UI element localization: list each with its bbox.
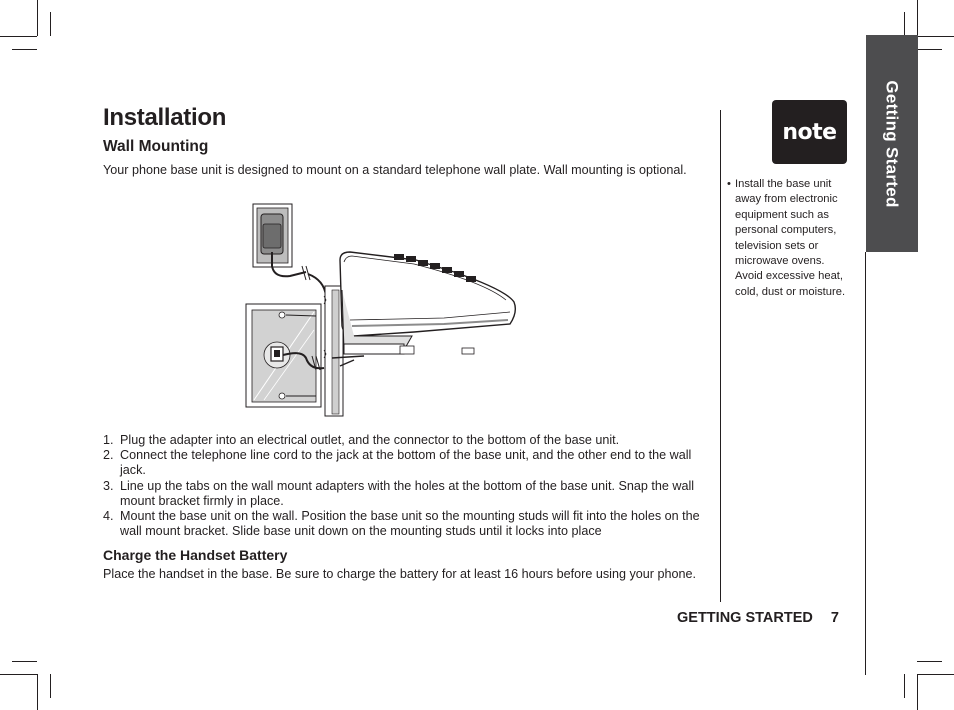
list-item <box>103 433 705 448</box>
crop-mark <box>917 49 942 50</box>
list-item <box>103 479 705 509</box>
crop-mark <box>12 661 37 662</box>
step-number: 1. <box>103 433 114 447</box>
crop-mark <box>0 674 37 675</box>
step-number: 3. <box>103 478 114 493</box>
crop-mark <box>50 674 51 698</box>
wall-mounting-intro: Your phone base unit is designed to mount on a standard telephone wall plate. Wall mounting is optional. <box>103 163 687 177</box>
crop-mark <box>917 674 918 710</box>
crop-mark <box>917 0 918 36</box>
footer-section: GETTING STARTED <box>677 610 813 626</box>
note-list <box>727 177 853 300</box>
note-item: • Install the base unit away from electronic equipment such as personal computers, television sets or microwave ovens. Avoid excessive heat, cold, dust or moisture. <box>727 177 853 300</box>
crop-mark <box>904 674 905 698</box>
crop-mark <box>50 12 51 36</box>
crop-mark <box>904 12 905 36</box>
charge-text: Place the handset in the base. Be sure to charge the battery for at least 16 hours before using your phone. <box>103 567 696 581</box>
crop-mark <box>0 36 37 37</box>
column-divider <box>720 110 721 602</box>
charge-heading: Charge the Handset Battery <box>103 547 288 563</box>
page-title: Installation <box>103 104 227 131</box>
page-footer <box>677 610 839 626</box>
crop-mark <box>917 36 954 37</box>
crop-mark <box>917 661 942 662</box>
crop-mark <box>917 674 954 675</box>
section-tab-label-wrap <box>866 35 918 252</box>
crop-mark <box>12 49 37 50</box>
wall-mount-illustration <box>244 200 524 422</box>
crop-mark <box>37 0 38 36</box>
note-badge-label: note <box>782 119 837 145</box>
tab-divider <box>865 252 866 675</box>
step-text: Mount the base unit on the wall. Position the base unit so the mounting studs will fit into the holes on the wall mount bracket. Slide base unit down on the mounting studs until it locks into place <box>120 509 700 539</box>
wall-mounting-heading: Wall Mounting <box>103 138 209 155</box>
list-item <box>103 448 705 478</box>
installation-steps <box>103 433 705 539</box>
page-number: 7 <box>830 610 839 626</box>
list-item <box>103 509 705 539</box>
step-text: Plug the adapter into an electrical outlet, and the connector to the bottom of the base unit. <box>120 433 620 447</box>
section-tab-label: Getting Started <box>883 79 903 208</box>
step-number: 4. <box>103 509 114 524</box>
note-badge <box>772 100 847 164</box>
step-number: 2. <box>103 448 114 463</box>
crop-mark <box>37 674 38 710</box>
step-text: Line up the tabs on the wall mount adapters with the holes at the bottom of the base unit. Snap the wall mount bracket firmly in place. <box>120 478 695 508</box>
step-text: Connect the telephone line cord to the jack at the bottom of the base unit, and the other end to the wall jack. <box>120 448 692 478</box>
